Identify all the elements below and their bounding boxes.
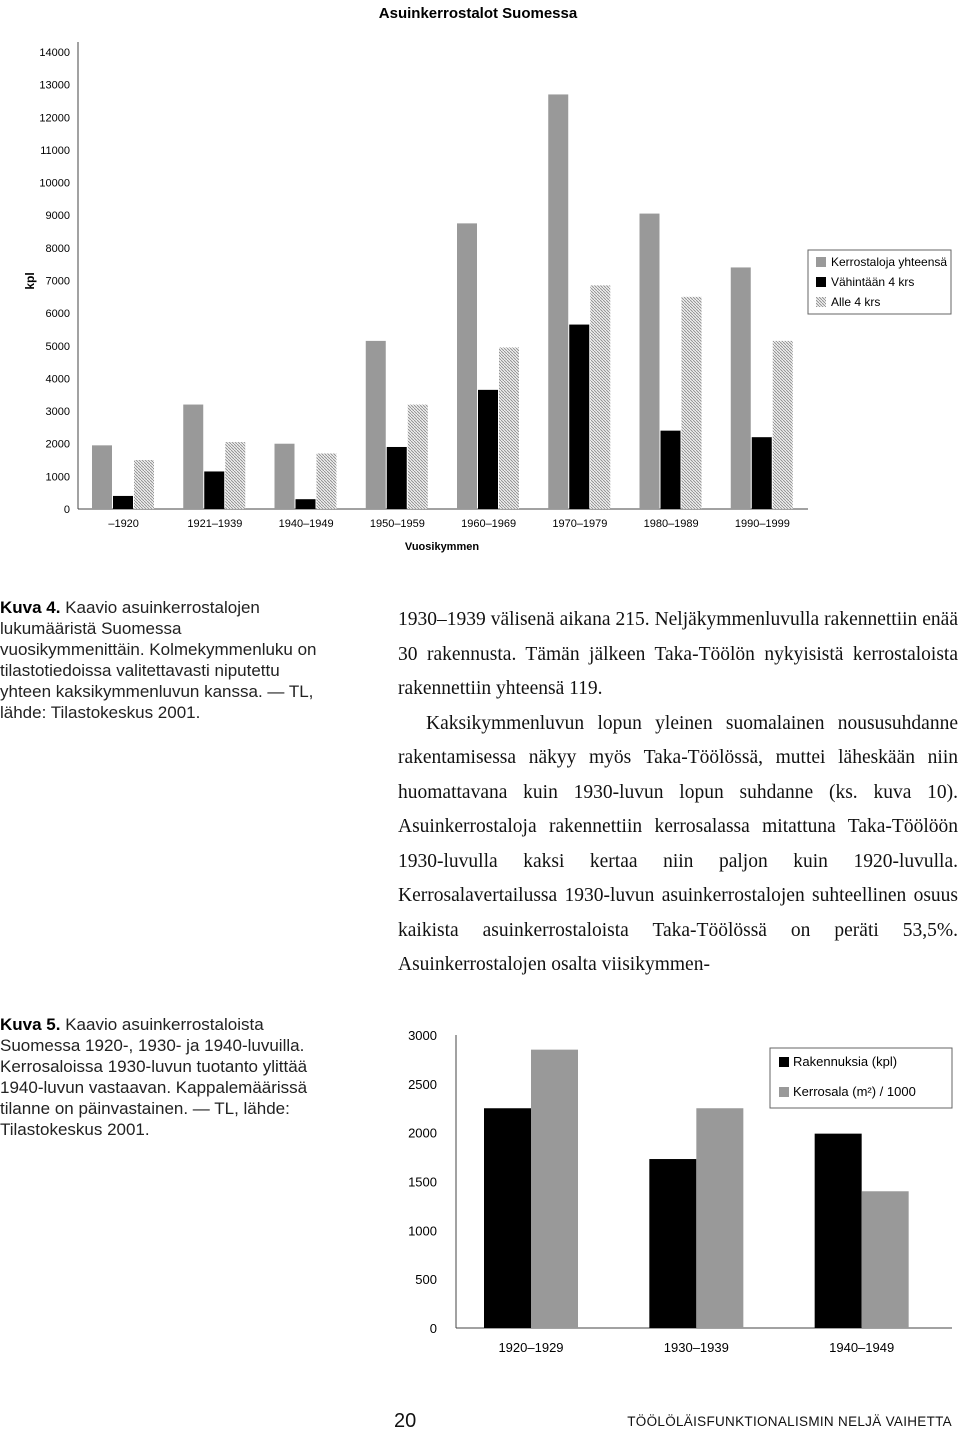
chart1-ytick-label-14: 14000 xyxy=(39,47,70,59)
chart1-ytick-label-6: 6000 xyxy=(45,308,70,321)
chart2-ytick-label-2: 1000 xyxy=(408,1223,437,1239)
chart2-legend xyxy=(770,1048,952,1108)
chart1-bar-1-2 xyxy=(296,499,316,509)
chart2-xtick-label-1: 1930–1939 xyxy=(663,1340,729,1355)
figure-caption-kuva-4 xyxy=(0,597,325,723)
chart1-xtick-label-6: 1980–1989 xyxy=(643,518,699,530)
chart1-bar-1-7 xyxy=(752,437,772,509)
chart1-bar-0-7 xyxy=(731,267,751,509)
caption-label: Kuva 4. xyxy=(0,598,61,617)
chart1-bar-2-1 xyxy=(225,442,245,509)
chart1-y-axis xyxy=(39,47,70,516)
chart1-bar-2-0 xyxy=(134,460,154,509)
chart1-ytick-label-3: 3000 xyxy=(45,406,70,419)
chart-asuinkerrostalot xyxy=(0,0,960,560)
chart1-legend-swatch-1 xyxy=(816,277,826,287)
chart2-legend-label-1: Kerrosala (m²) / 1000 xyxy=(793,1084,916,1099)
chart2-ytick-label-3: 1500 xyxy=(408,1174,437,1190)
chart1-bar-0-2 xyxy=(275,444,295,509)
chart1-legend xyxy=(808,250,951,314)
chart1-bar-0-3 xyxy=(366,341,386,509)
figure-caption-kuva-5 xyxy=(0,1014,325,1140)
chart1-ytick-label-1: 1000 xyxy=(45,471,70,484)
chart1-xtick-label-7: 1990–1999 xyxy=(734,518,790,530)
chart2-bar-1-2 xyxy=(862,1191,909,1328)
chart1-xtick-label-0: –1920 xyxy=(108,518,139,530)
chart2-legend-label-0: Rakennuksia (kpl) xyxy=(793,1054,898,1069)
chart2-bar-1-1 xyxy=(696,1108,743,1328)
chart1-xtick-label-5: 1970–1979 xyxy=(552,518,608,530)
chart1-ytick-label-12: 12000 xyxy=(39,112,70,125)
chart2-legend-swatch-1 xyxy=(779,1087,789,1097)
chart2-legend-swatch-0 xyxy=(779,1057,789,1067)
chart1-bar-0-6 xyxy=(640,214,660,509)
running-title: TÖÖLÖLÄISFUNKTIONALISMIN NELJÄ VAIHETTA xyxy=(627,1414,952,1429)
chart1-xtick-label-3: 1950–1959 xyxy=(369,518,425,530)
chart1-bar-2-7 xyxy=(773,341,793,509)
chart1-xtick-label-4: 1960–1969 xyxy=(461,518,517,530)
chart1-ytick-label-11: 11000 xyxy=(40,144,70,157)
chart2-bar-1-0 xyxy=(531,1050,578,1328)
chart1-bar-1-0 xyxy=(113,496,133,509)
chart1-bar-1-5 xyxy=(569,325,589,509)
chart1-legend-swatch-2 xyxy=(816,297,826,307)
chart1-bar-1-1 xyxy=(204,471,224,509)
chart1-ytick-label-9: 9000 xyxy=(45,210,70,223)
chart2-bar-0-2 xyxy=(815,1134,862,1328)
chart1-legend-label-1: Vähintään 4 krs xyxy=(831,275,915,289)
caption-label: Kuva 5. xyxy=(0,1015,61,1034)
chart2-ytick-label-5: 2500 xyxy=(408,1076,437,1092)
chart1-legend-swatch-0 xyxy=(816,257,826,267)
chart1-legend-label-0: Kerrostaloja yhteensä xyxy=(831,255,948,269)
caption-text: Kaavio asuinkerrostaloista Suomessa 1920-, 1930- ja 1940-luvuilla. Kerrosaloissa 1930-luvun tuotanto ylittää 1940-luvun vastaavan. Kappalemäärissä tilanne on päinvastainen. — TL, lähde: Tilastokeskus 2001. xyxy=(0,1015,308,1139)
chart1-ytick-label-0: 0 xyxy=(63,504,70,516)
page-number: 20 xyxy=(394,1410,417,1432)
paragraph-2: Kaksikymmenluvun lopun yleinen suomalainen noususuhdanne rakentamisessa näkyy myös Taka-Töölössä, muttei läheskään niin huomattavana kuin 1930-luvun lopun suhdanne (ks. kuva 10). Asuinkerrostaloja rakennettiin kerrosalassa mitattuna Taka-Töölöön 1930-luvulla kaksi kertaa niin paljon kuin 1920-luvulla. Kerrosalavertailussa 1930-luvun asuinkerrostalojen suhteellinen osuus kaikista asuinkerrostaloista Taka-Töölössä on peräti 53,5%. Asuinkerrostalojen osalta viisikymmen- xyxy=(398,712,958,975)
chart1-bar-1-6 xyxy=(661,431,681,509)
chart1-xlabel: Vuosikymmen xyxy=(404,541,480,553)
chart1-ytick-label-2: 2000 xyxy=(45,438,70,451)
chart1-bar-0-4 xyxy=(457,223,477,509)
chart1-ytick-label-13: 13000 xyxy=(39,79,70,92)
chart1-xtick-label-2: 1940–1949 xyxy=(278,518,334,530)
chart1-ytick-label-7: 7000 xyxy=(45,275,70,288)
chart1-bar-0-1 xyxy=(183,405,203,509)
chart1-bar-2-4 xyxy=(499,347,519,509)
chart2-bar-0-1 xyxy=(649,1159,696,1328)
chart1-bars xyxy=(92,94,793,509)
chart1-ytick-label-4: 4000 xyxy=(45,373,70,386)
chart1-ylabel: kpl xyxy=(23,272,37,290)
chart2-ytick-label-6: 3000 xyxy=(408,1028,437,1043)
chart1-bar-2-3 xyxy=(408,405,428,509)
chart1-bar-0-5 xyxy=(548,94,568,509)
chart2-xtick-label-0: 1920–1929 xyxy=(498,1340,564,1355)
chart1-bar-2-6 xyxy=(682,297,702,509)
chart1-title: Asuinkerrostalot Suomessa xyxy=(378,5,578,22)
chart1-bar-2-2 xyxy=(317,454,337,509)
chart1-bar-1-4 xyxy=(478,390,498,509)
chart2-bar-0-0 xyxy=(484,1108,531,1328)
chart1-bar-1-3 xyxy=(387,447,407,509)
body-text xyxy=(398,603,958,983)
chart1-xtick-label-1: 1921–1939 xyxy=(187,518,243,530)
chart1-bar-0-0 xyxy=(92,445,112,509)
chart1-x-axis xyxy=(108,518,790,530)
chart1-ytick-label-5: 5000 xyxy=(45,340,70,353)
chart1-ytick-label-8: 8000 xyxy=(45,242,70,255)
chart2-xtick-label-2: 1940–1949 xyxy=(829,1340,895,1355)
caption-text: Kaavio asuinkerrostalojen lukumääristä Suomessa vuosikymmenittäin. Kolmekymmenluku on tilastotiedoissa valitettavasti niputettu yhteen kaksikymmenluvun kanssa. — TL, lähde: Tilastokeskus 2001. xyxy=(0,598,317,722)
chart1-bar-2-5 xyxy=(590,285,610,509)
chart1-ytick-label-10: 10000 xyxy=(39,177,70,190)
chart1-legend-label-2: Alle 4 krs xyxy=(831,295,881,309)
paragraph-1: 1930–1939 välisenä aikana 215. Neljäkymmenluvulla rakennettiin enää 30 rakennusta. Tämän jälkeen Taka-Töölön nykyisistä kerrostaloista rakennettiin yhteensä 119. xyxy=(398,609,958,699)
chart2-y-axis xyxy=(408,1028,437,1336)
chart2-x-axis xyxy=(498,1340,894,1355)
chart2-ytick-label-4: 2000 xyxy=(408,1125,437,1141)
chart2-ytick-label-0: 0 xyxy=(429,1321,437,1336)
chart2-ytick-label-1: 500 xyxy=(415,1272,437,1288)
chart-asuinkerrostalot-1920-1940 xyxy=(370,1010,960,1365)
